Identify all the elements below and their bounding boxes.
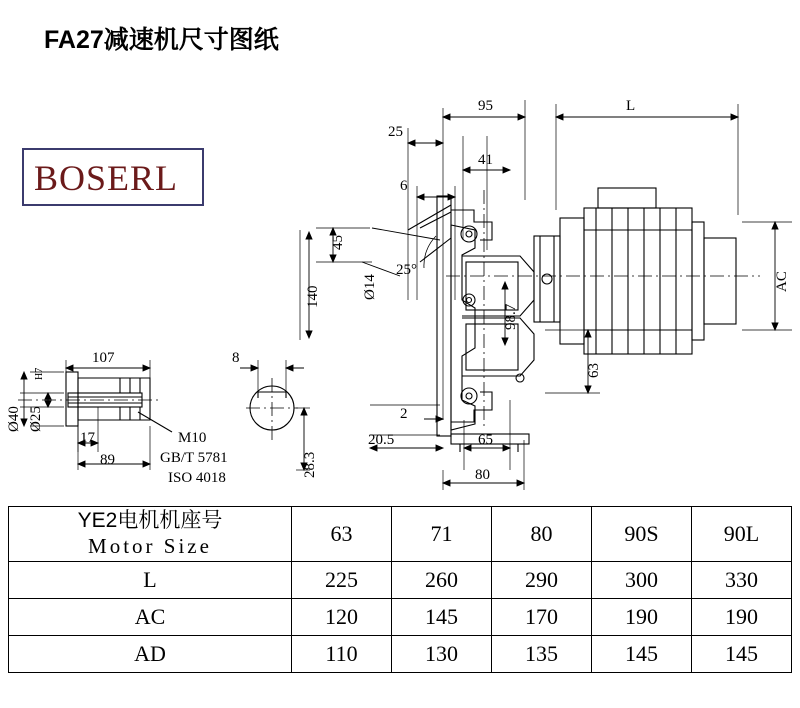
dim-25deg: 25°: [396, 262, 417, 278]
dim-8: 8: [232, 350, 240, 366]
dim-95: 95: [478, 98, 493, 114]
motor-size-label-en: Motor Size: [88, 533, 212, 558]
table-cell: 290: [492, 561, 592, 598]
table-cell: 190: [692, 598, 792, 635]
table-cell: 63: [292, 507, 392, 562]
dim-65: 65: [478, 432, 493, 448]
dim-107: 107: [92, 350, 115, 366]
table-cell: 130: [392, 635, 492, 672]
motor-size-label-cn: YE2电机机座号: [77, 509, 223, 532]
spec-table: [8, 506, 792, 673]
table-cell: 145: [692, 635, 792, 672]
table-row: [9, 635, 792, 672]
table-cell: 90L: [692, 507, 792, 562]
dim-dia14: Ø14: [362, 274, 378, 300]
table-rowheader-ad: AD: [9, 635, 292, 672]
dim-80: 80: [475, 467, 490, 483]
table-cell: 110: [292, 635, 392, 672]
table-row: [9, 507, 792, 562]
table-cell: 260: [392, 561, 492, 598]
dim-45: 45: [330, 235, 346, 250]
dim-98-7: 98.7: [503, 303, 519, 330]
dim-dia40: Ø40: [6, 406, 22, 432]
brand-logo-text: BOSERL: [34, 158, 179, 198]
table-cell: 300: [592, 561, 692, 598]
table-cell: 330: [692, 561, 792, 598]
dim-AC: AC: [774, 271, 790, 292]
table-cell: 190: [592, 598, 692, 635]
table-row: [9, 598, 792, 635]
table-cell: 170: [492, 598, 592, 635]
table-rowheader-ac: AC: [9, 598, 292, 635]
dim-17: 17: [80, 430, 95, 446]
dim-L: L: [626, 98, 636, 114]
table-cell: 80: [492, 507, 592, 562]
table-cell: 145: [392, 598, 492, 635]
dim-20-5: 20.5: [368, 432, 395, 448]
table-cell: 145: [592, 635, 692, 672]
dim-28-3: 28.3: [302, 451, 318, 478]
note-m10: M10: [178, 430, 207, 446]
dim-41: 41: [478, 152, 493, 168]
dim-6: 6: [400, 178, 408, 194]
table-row: [9, 561, 792, 598]
table-cell: 225: [292, 561, 392, 598]
dim-140: 140: [305, 285, 321, 308]
table-cell: 90S: [592, 507, 692, 562]
table-cell: 71: [392, 507, 492, 562]
dim-63: 63: [586, 363, 602, 378]
dim-89: 89: [100, 452, 115, 468]
table-cell: 120: [292, 598, 392, 635]
dim-2: 2: [400, 406, 408, 422]
dim-dia25h7: Ø25: [28, 406, 44, 432]
table-rowheader-motor-size: [9, 507, 292, 562]
table-rowheader-l: L: [9, 561, 292, 598]
page-title: FA27减速机尺寸图纸: [44, 26, 279, 54]
dim-25: 25: [388, 124, 403, 140]
note-gbt: GB/T 5781: [160, 450, 228, 466]
table-cell: 135: [492, 635, 592, 672]
note-iso: ISO 4018: [168, 470, 226, 486]
dim-dia25h7-superscript: H7: [34, 367, 45, 380]
